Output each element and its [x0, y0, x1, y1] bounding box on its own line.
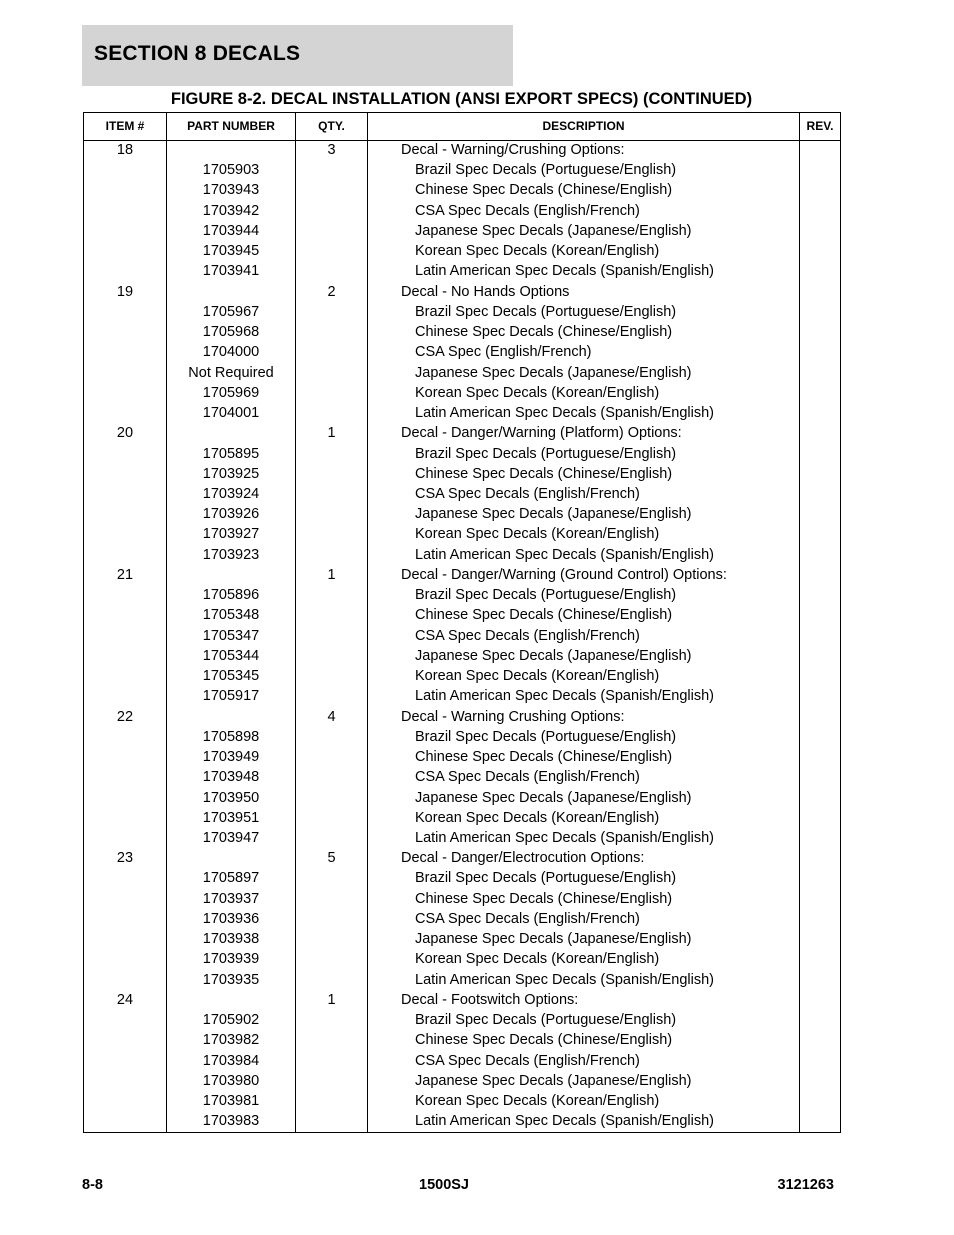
section-title: SECTION 8 DECALS — [94, 42, 301, 65]
cell-description: Japanese Spec Decals (Japanese/English) — [415, 364, 692, 381]
table-row — [84, 606, 840, 626]
table-row — [84, 424, 840, 444]
table-row — [84, 525, 840, 545]
table-row — [84, 404, 840, 424]
cell-part-number: 1705897 — [202, 870, 260, 887]
cell-description: Chinese Spec Decals (Chinese/English) — [415, 890, 673, 907]
cell-description: Chinese Spec Decals (Chinese/English) — [415, 607, 673, 624]
table-row — [84, 910, 840, 930]
cell-description: CSA Spec Decals (English/French) — [415, 1052, 640, 1069]
cell-description: Japanese Spec Decals (Japanese/English) — [415, 647, 692, 664]
cell-part-number: 1703927 — [202, 526, 260, 543]
cell-qty: 2 — [327, 283, 336, 300]
table-row — [84, 242, 840, 262]
cell-description: CSA Spec Decals (English/French) — [415, 202, 640, 219]
table-row — [84, 546, 840, 566]
header-qty: QTY. — [318, 119, 345, 133]
cell-part-number: 1703924 — [202, 485, 260, 502]
cell-part-number: 1703937 — [202, 890, 260, 907]
cell-part-number: 1704001 — [202, 405, 260, 422]
cell-description: Decal - Warning Crushing Options: — [401, 708, 625, 725]
cell-part-number: 1705903 — [202, 162, 260, 179]
cell-description: CSA Spec Decals (English/French) — [415, 627, 640, 644]
cell-description: CSA Spec Decals (English/French) — [415, 485, 640, 502]
cell-item: 19 — [116, 283, 134, 300]
table-row — [84, 283, 840, 303]
cell-qty: 1 — [327, 425, 336, 442]
table-row — [84, 262, 840, 282]
cell-part-number: 1705968 — [202, 324, 260, 341]
cell-description: Latin American Spec Decals (Spanish/English) — [415, 546, 715, 563]
table-row — [84, 202, 840, 222]
cell-description: Korean Spec Decals (Korean/English) — [415, 951, 660, 968]
cell-description: Brazil Spec Decals (Portuguese/English) — [415, 587, 677, 604]
cell-part-number: 1705348 — [202, 607, 260, 624]
cell-part-number: 1705967 — [202, 303, 260, 320]
cell-description: CSA Spec Decals (English/French) — [415, 910, 640, 927]
table-row — [84, 141, 840, 161]
cell-part-number: 1703983 — [202, 1113, 260, 1130]
cell-part-number: 1705896 — [202, 587, 260, 604]
table-row — [84, 1011, 840, 1031]
cell-item: 24 — [116, 991, 134, 1008]
header-part-number: PART NUMBER — [187, 119, 275, 133]
cell-qty: 5 — [327, 850, 336, 867]
cell-part-number: 1703926 — [202, 506, 260, 523]
cell-item: 18 — [116, 142, 134, 158]
cell-description: Chinese Spec Decals (Chinese/English) — [415, 182, 673, 199]
cell-description: Japanese Spec Decals (Japanese/English) — [415, 931, 692, 948]
cell-part-number: 1703936 — [202, 910, 260, 927]
cell-description: Japanese Spec Decals (Japanese/English) — [415, 222, 692, 239]
table-row — [84, 991, 840, 1011]
cell-part-number: 1705902 — [202, 1012, 260, 1029]
cell-part-number: 1703945 — [202, 243, 260, 260]
table-row — [84, 971, 840, 991]
cell-description: Brazil Spec Decals (Portuguese/English) — [415, 445, 677, 462]
cell-part-number: 1703951 — [202, 809, 260, 826]
cell-part-number: 1703925 — [202, 465, 260, 482]
table-row — [84, 930, 840, 950]
cell-description: Japanese Spec Decals (Japanese/English) — [415, 1072, 692, 1089]
table-row — [84, 950, 840, 970]
cell-description: Korean Spec Decals (Korean/English) — [415, 384, 660, 401]
cell-description: Decal - No Hands Options — [401, 283, 570, 300]
cell-item: 20 — [116, 425, 134, 442]
cell-description: Decal - Danger/Warning (Platform) Options: — [401, 425, 682, 442]
cell-description: Latin American Spec Decals (Spanish/English) — [415, 405, 715, 422]
table-row — [84, 465, 840, 485]
cell-part-number: 1703980 — [202, 1072, 260, 1089]
table-row — [84, 586, 840, 606]
table-row — [84, 869, 840, 889]
table-row — [84, 667, 840, 687]
cell-part-number: 1703949 — [202, 749, 260, 766]
cell-description: Brazil Spec Decals (Portuguese/English) — [415, 1012, 677, 1029]
footer-page-number: 8-8 — [82, 1177, 103, 1193]
table-row — [84, 1072, 840, 1092]
cell-part-number: 1705969 — [202, 384, 260, 401]
table-row — [84, 1052, 840, 1072]
cell-part-number: 1703947 — [202, 829, 260, 846]
cell-item: 23 — [116, 850, 134, 867]
cell-part-number: 1703944 — [202, 222, 260, 239]
table-row — [84, 343, 840, 363]
table-row — [84, 1092, 840, 1112]
table-row — [84, 809, 840, 829]
header-rev: REV. — [806, 119, 834, 133]
table-row — [84, 849, 840, 869]
cell-description: Korean Spec Decals (Korean/English) — [415, 1093, 660, 1110]
cell-description: CSA Spec (English/French) — [415, 344, 592, 361]
cell-item: 22 — [116, 708, 134, 725]
cell-description: Chinese Spec Decals (Chinese/English) — [415, 324, 673, 341]
cell-part-number: 1705895 — [202, 445, 260, 462]
cell-description: Korean Spec Decals (Korean/English) — [415, 243, 660, 260]
cell-description: Brazil Spec Decals (Portuguese/English) — [415, 728, 677, 745]
table-row — [84, 627, 840, 647]
table-row — [84, 748, 840, 768]
table-row — [84, 566, 840, 586]
table-row — [84, 364, 840, 384]
header-item: ITEM # — [105, 119, 145, 133]
cell-description: Chinese Spec Decals (Chinese/English) — [415, 749, 673, 766]
table-row — [84, 829, 840, 849]
cell-description: CSA Spec Decals (English/French) — [415, 769, 640, 786]
table-row — [84, 890, 840, 910]
cell-part-number: 1705344 — [202, 647, 260, 664]
cell-description: Latin American Spec Decals (Spanish/English) — [415, 829, 715, 846]
cell-part-number: 1705345 — [202, 668, 260, 685]
cell-part-number: 1703948 — [202, 769, 260, 786]
cell-part-number: 1703939 — [202, 951, 260, 968]
figure-title: FIGURE 8-2. DECAL INSTALLATION (ANSI EXPORT SPECS) (CONTINUED) — [170, 90, 753, 108]
table-body — [84, 141, 840, 1132]
footer-doc-number: 3121263 — [777, 1177, 834, 1193]
cell-part-number: Not Required — [188, 364, 274, 381]
cell-part-number: 1705347 — [202, 627, 260, 644]
cell-description: Korean Spec Decals (Korean/English) — [415, 668, 660, 685]
table-row — [84, 1112, 840, 1132]
cell-qty: 3 — [327, 142, 336, 158]
table-row — [84, 222, 840, 242]
cell-description: Decal - Danger/Warning (Ground Control) Options: — [401, 566, 727, 583]
table-row — [84, 647, 840, 667]
cell-part-number: 1703923 — [202, 546, 260, 563]
table-row — [84, 708, 840, 728]
cell-description: Brazil Spec Decals (Portuguese/English) — [415, 870, 677, 887]
cell-part-number: 1703938 — [202, 931, 260, 948]
table-row — [84, 181, 840, 201]
cell-part-number: 1703941 — [202, 263, 260, 280]
cell-part-number: 1705917 — [202, 688, 260, 705]
table-row — [84, 728, 840, 748]
cell-description: Latin American Spec Decals (Spanish/English) — [415, 688, 715, 705]
table-row — [84, 1031, 840, 1051]
cell-part-number: 1703981 — [202, 1093, 260, 1110]
cell-description: Decal - Warning/Crushing Options: — [401, 142, 625, 158]
table-row — [84, 485, 840, 505]
cell-qty: 1 — [327, 566, 336, 583]
cell-description: Latin American Spec Decals (Spanish/English) — [415, 971, 715, 988]
table-row — [84, 384, 840, 404]
table-row — [84, 303, 840, 323]
table-row — [84, 445, 840, 465]
cell-qty: 4 — [327, 708, 336, 725]
cell-description: Brazil Spec Decals (Portuguese/English) — [415, 303, 677, 320]
cell-description: Korean Spec Decals (Korean/English) — [415, 809, 660, 826]
cell-description: Latin American Spec Decals (Spanish/English) — [415, 263, 715, 280]
parts-table — [83, 112, 841, 1133]
cell-item: 21 — [116, 566, 134, 583]
cell-qty: 1 — [327, 991, 336, 1008]
cell-description: Chinese Spec Decals (Chinese/English) — [415, 1032, 673, 1049]
cell-description: Brazil Spec Decals (Portuguese/English) — [415, 162, 677, 179]
cell-description: Korean Spec Decals (Korean/English) — [415, 526, 660, 543]
cell-description: Decal - Danger/Electrocution Options: — [401, 850, 645, 867]
table-row — [84, 505, 840, 525]
section-banner — [82, 25, 513, 86]
table-row — [84, 789, 840, 809]
cell-part-number: 1703984 — [202, 1052, 260, 1069]
cell-part-number: 1703943 — [202, 182, 260, 199]
cell-part-number: 1703950 — [202, 789, 260, 806]
table-row — [84, 768, 840, 788]
cell-description: Chinese Spec Decals (Chinese/English) — [415, 465, 673, 482]
header-description: DESCRIPTION — [542, 119, 625, 133]
footer-model: 1500SJ — [419, 1177, 469, 1193]
cell-description: Decal - Footswitch Options: — [401, 991, 579, 1008]
cell-part-number: 1703935 — [202, 971, 260, 988]
cell-description: Japanese Spec Decals (Japanese/English) — [415, 789, 692, 806]
table-row — [84, 687, 840, 707]
cell-part-number: 1705898 — [202, 728, 260, 745]
cell-description: Latin American Spec Decals (Spanish/English) — [415, 1113, 715, 1130]
cell-description: Japanese Spec Decals (Japanese/English) — [415, 506, 692, 523]
cell-part-number: 1703982 — [202, 1032, 260, 1049]
cell-part-number: 1704000 — [202, 344, 260, 361]
cell-part-number: 1703942 — [202, 202, 260, 219]
table-row — [84, 323, 840, 343]
table-row — [84, 161, 840, 181]
